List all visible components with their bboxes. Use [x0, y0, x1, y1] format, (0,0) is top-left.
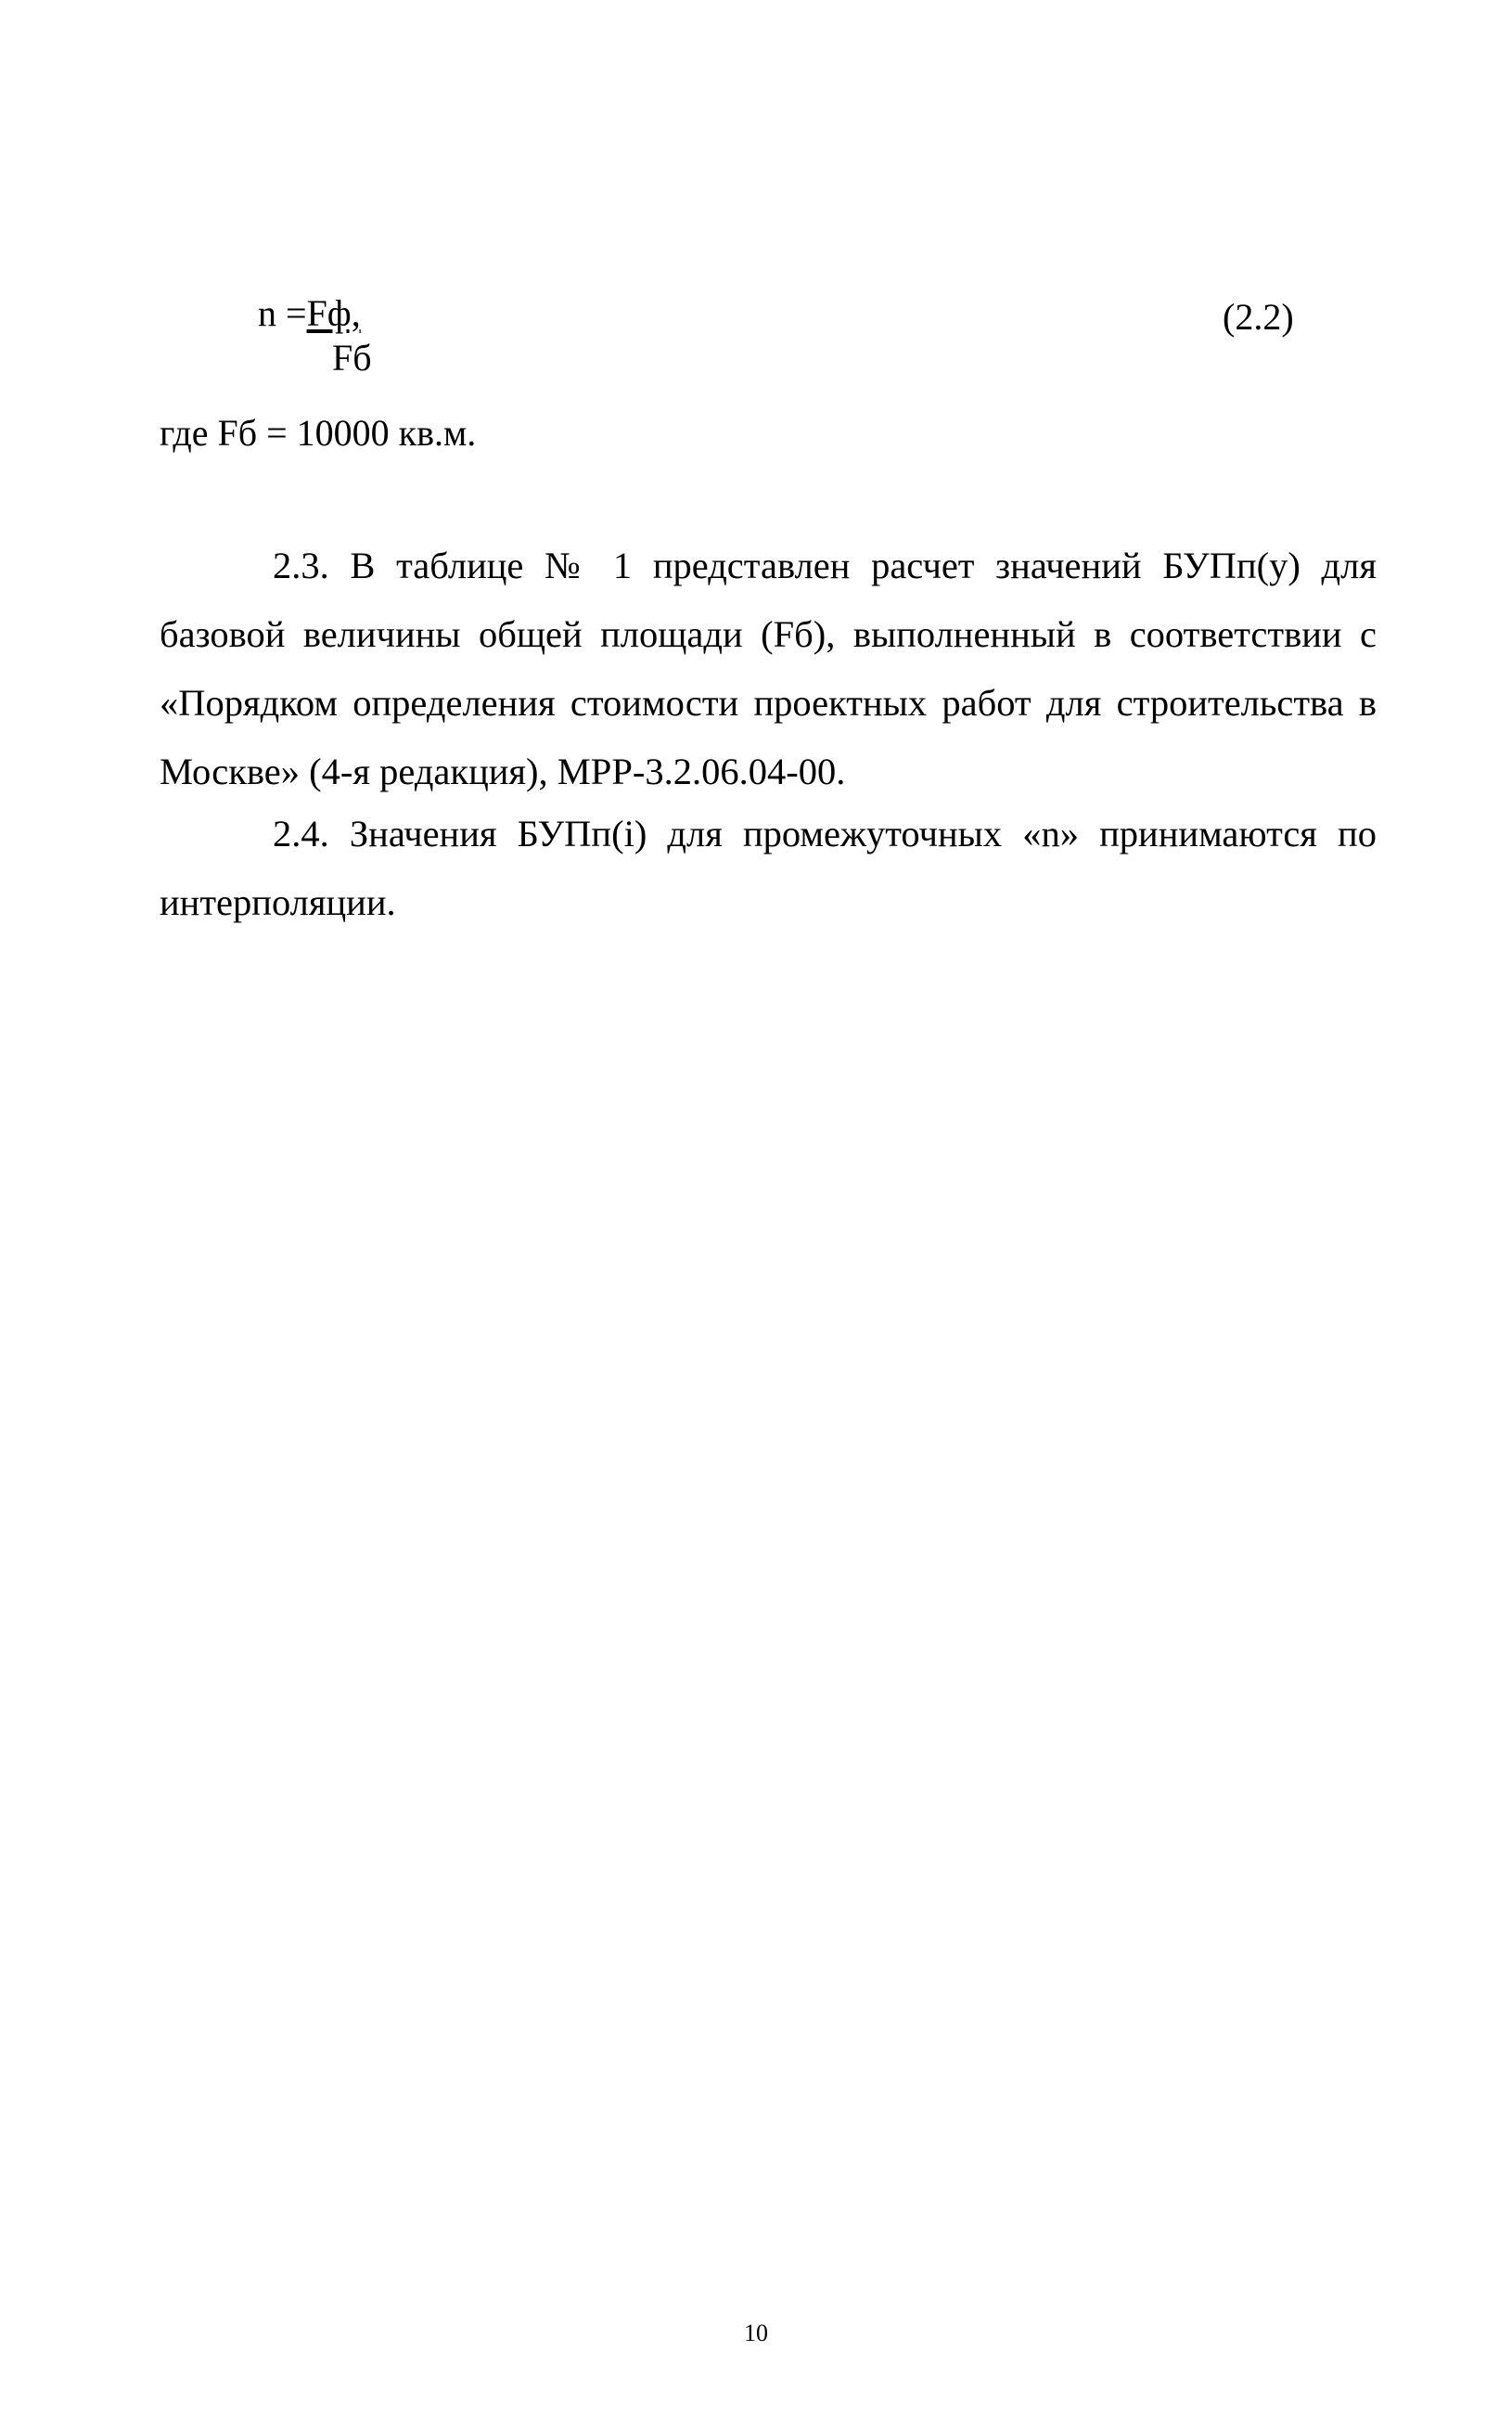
formula-lhs: n = — [258, 292, 307, 334]
formula-where-line: где Fб = 10000 кв.м. — [160, 412, 477, 454]
page-number: 10 — [744, 2320, 768, 2346]
formula-2-2 — [258, 291, 372, 380]
paragraph-2-4: 2.4. Значения БУПп(i) для промежуточных «n» принимаются по интерполяции. — [160, 813, 1377, 923]
paragraph-2-3: 2.3. В таблице № 1 представлен расчет значений БУПп(у) для базовой величины общей площади (Fб), выполненный в соответствии с «Порядком определения стоимости проектных работ для строительства в Москве» (4-я редакция), МРР-3.2.06.04-00. — [160, 545, 1377, 792]
formula-numerator: Fф, — [306, 292, 361, 334]
formula-numerator-row — [258, 291, 372, 336]
formula-denominator: Fб — [332, 337, 372, 379]
equation-number: (2.2) — [1223, 296, 1294, 338]
